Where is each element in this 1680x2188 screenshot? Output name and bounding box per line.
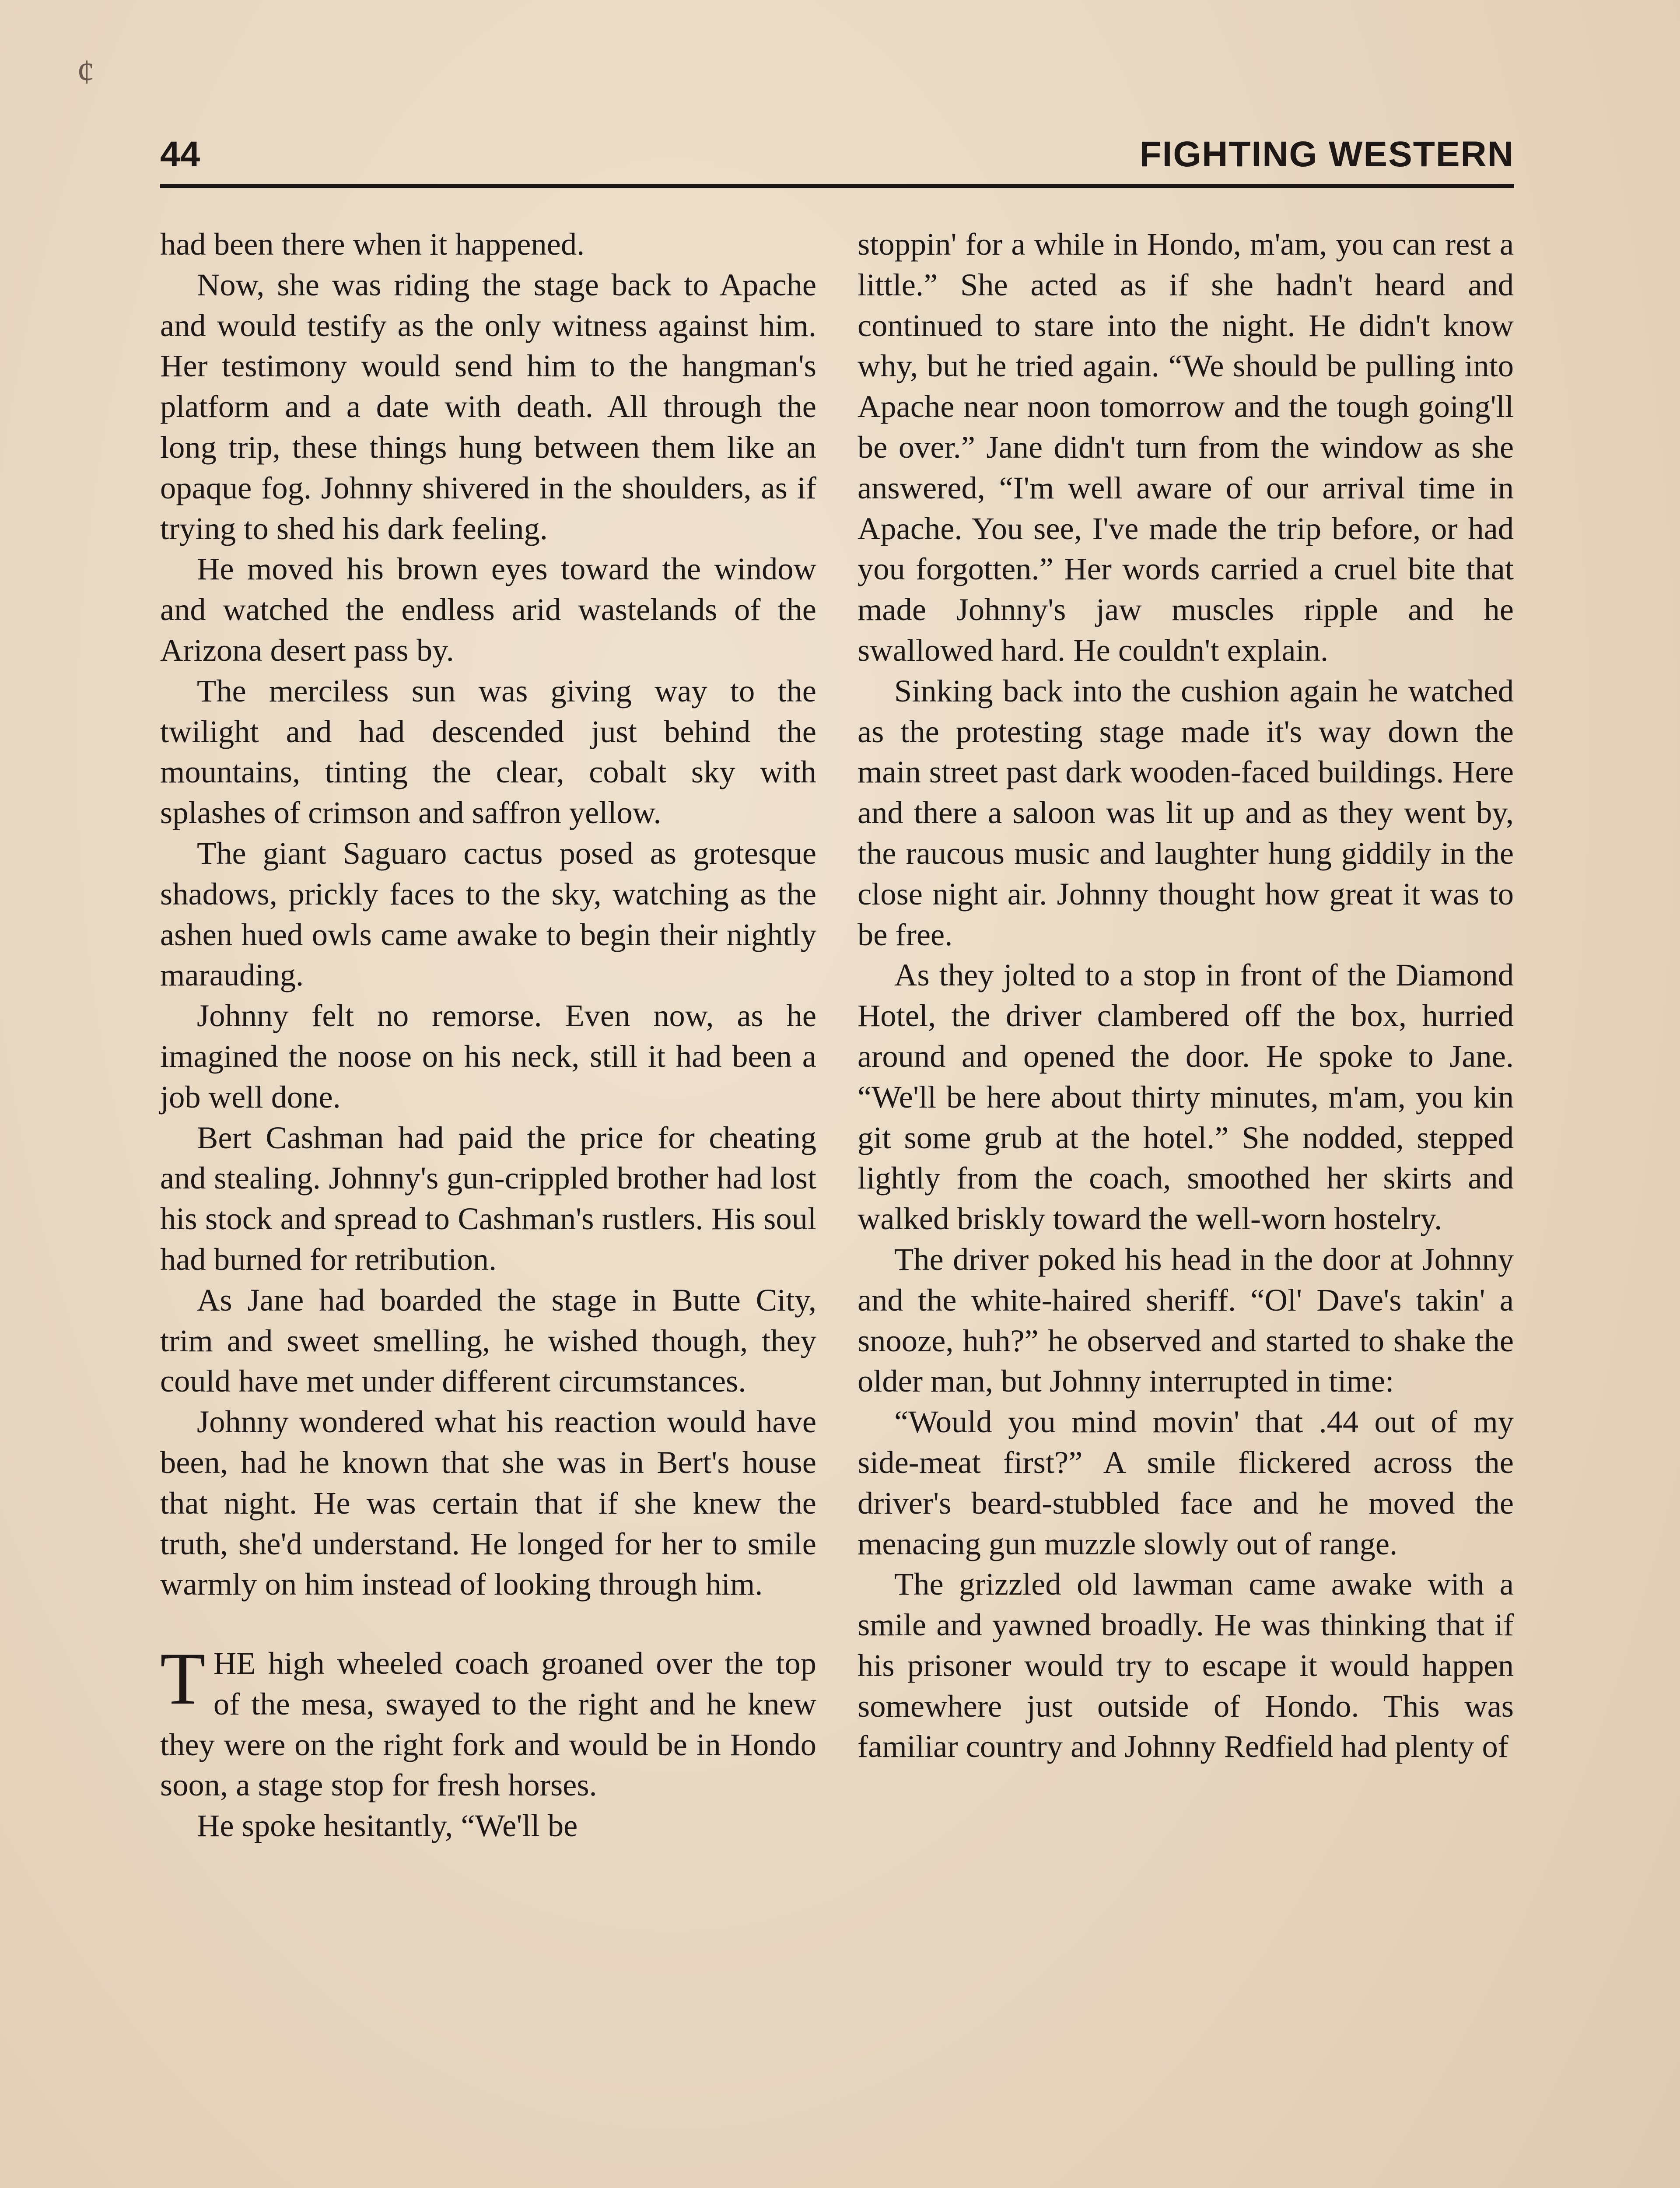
- paragraph: “Would you mind movin' that .44 out of my side-meat first?” A smile flickered across the driver's beard-stubbled face and he moved the menacing gun muzzle slowly out of range.: [858, 1404, 1514, 1561]
- paragraph: stoppin' for a while in Hondo, m'am, you can rest a little.” She acted as if she hadn't heard and continued to stare into the night. He didn't know why, but he tried again. “We should be pulling into Apache near noon tomorrow and the tough going'll be over.” Jane didn't turn from the window as she answered, “I'm well aware of our arrival time in Apache. You see, I've made the trip before, or had you forgotten.” Her words carried a cruel bite that made Johnny's jaw muscles ripple and he swallowed hard. He couldn't explain.: [858, 226, 1514, 668]
- paragraph: Bert Cashman had paid the price for cheating and stealing. Johnny's gun-crippled brother had lost his stock and spread to Cashman's rustlers. His soul had burned for retribution.: [160, 1119, 816, 1277]
- paragraph: The giant Saguaro cactus posed as grotesque shadows, prickly faces to the sky, watching as the ashen hued owls came awake to begin their nightly marauding.: [160, 835, 816, 993]
- paragraph: The driver poked his head in the door at Johnny and the white-haired sheriff. “Ol' Dave's takin' a snooze, huh?” he observed and started to shake the older man, but Johnny interrupted in time:: [858, 1241, 1514, 1399]
- left-column: [160, 224, 816, 1846]
- paragraph: Johnny wondered what his reaction would have been, had he known that she was in Bert's house that night. He was certain that if she knew the truth, she'd understand. He longed for her to smile warmly on him instead of looking through him.: [160, 1404, 816, 1602]
- page-number: 44: [160, 134, 200, 174]
- magazine-title: FIGHTING WESTERN: [1139, 134, 1514, 174]
- paragraph: As Jane had boarded the stage in Butte City, trim and sweet smelling, he wished though, they could have met under different circumstances.: [160, 1282, 816, 1399]
- section-opening-paragraph: [160, 1637, 816, 1806]
- section-break: [160, 1605, 816, 1643]
- paragraph: He moved his brown eyes toward the window and watched the endless arid wastelands of the Arizona desert pass by.: [160, 551, 816, 668]
- page-header: [160, 131, 1514, 188]
- paragraph: He spoke hesitantly, “We'll be: [197, 1808, 578, 1844]
- paragraph: had been there when it happened.: [160, 226, 585, 262]
- right-column: [858, 224, 1514, 1767]
- paragraph: The grizzled old lawman came awake with a smile and yawned broadly. He was thinking that if his prisoner would try to escape it would happen somewhere just outside of Hondo. This was familiar country and Johnny Redfield had plenty of: [858, 1566, 1514, 1764]
- drop-cap: T: [160, 1637, 206, 1720]
- section-paragraph-text: HE high wheeled coach groaned over the top of the mesa, swayed to the right and he knew they were on the right fork and would be in Hondo soon, a stage stop for fresh horses.: [160, 1645, 816, 1803]
- paragraph: The merciless sun was giving way to the twilight and had descended just behind the mountains, tinting the clear, cobalt sky with splashes of crimson and saffron yellow.: [160, 673, 816, 831]
- paragraph: Sinking back into the cushion again he watched as the protesting stage made it's way down the main street past dark wooden-faced buildings. Here and there a saloon was lit up and as they went by, the raucous music and laughter hung giddily in the close night air. Johnny thought how great it was to be free.: [858, 673, 1514, 952]
- paragraph: Johnny felt no remorse. Even now, as he imagined the noose on his neck, still it had been a job well done.: [160, 998, 816, 1115]
- paragraph: As they jolted to a stop in front of the Diamond Hotel, the driver clambered off the box, hurried around and opened the door. He spoke to Jane. “We'll be here about thirty minutes, m'am, you kin git some grub at the hotel.” She nodded, stepped lightly from the coach, smoothed her skirts and walked briskly toward the well-worn hostelry.: [858, 957, 1514, 1237]
- paragraph: Now, she was riding the stage back to Apache and would testify as the only witness against him. Her testimony would send him to the hangman's platform and a date with death. All through the long trip, these things hung between them like an opaque fog. Johnny shivered in the shoulders, as if trying to shed his dark feeling.: [160, 266, 816, 546]
- margin-mark: ¢: [77, 53, 94, 91]
